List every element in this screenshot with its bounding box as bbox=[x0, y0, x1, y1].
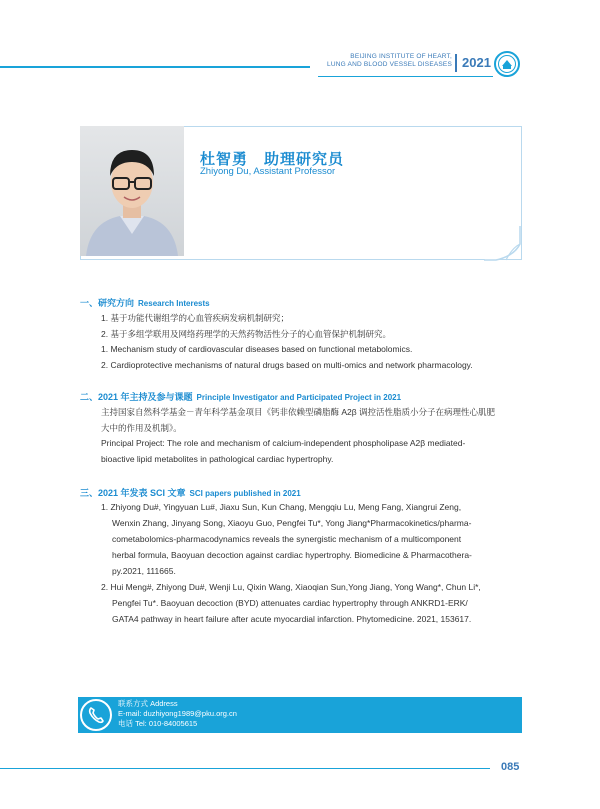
project-en-line: bioactive lipid metabolites in pathological cardiac hypertrophy. bbox=[101, 454, 334, 464]
portrait-photo bbox=[80, 126, 184, 256]
section-heading-cn: 二、2021 年主持及参与课题 bbox=[80, 392, 193, 402]
section-projects-heading bbox=[80, 390, 401, 403]
paper-1-line: 1. Zhiyong Du#, Yingyuan Lu#, Jiaxu Sun, Kun Chang, Mengqiu Lu, Meng Fang, Xiangrui Zeng, bbox=[101, 502, 462, 512]
contact-phone: 电话 Tel: 010-84005615 bbox=[118, 719, 198, 728]
header-rule bbox=[0, 66, 310, 68]
section-heading-en: SCI papers published in 2021 bbox=[189, 489, 301, 498]
phone-icon bbox=[82, 701, 110, 729]
paper-1-line: Wenxin Zhang, Jinyang Song, Xiaoyu Guo, Pengfei Tu*, Yong Jiang*Pharmacokinetics/pharma- bbox=[112, 518, 472, 528]
section-papers-heading bbox=[80, 486, 301, 499]
institute-name bbox=[327, 53, 452, 69]
paper-2-line: 2. Hui Meng#, Zhiyong Du#, Wenji Lu, Qixin Wang, Xiaoqian Sun,Yong Jiang, Yong Wang*, Chun Li*, bbox=[101, 582, 481, 592]
section-heading-en: Principle Investigator and Participated Project in 2021 bbox=[196, 393, 402, 402]
footer-rule bbox=[0, 768, 490, 769]
profile-name-en: Zhiyong Du, Assistant Professor bbox=[200, 166, 336, 177]
project-en-line: Principal Project: The role and mechanism of calcium-independent phospholipase A2β mediated- bbox=[101, 438, 466, 448]
report-year: 2021 bbox=[462, 55, 491, 70]
institute-logo-icon bbox=[494, 51, 520, 77]
research-item: 1. 基于功能代谢组学的心血管疾病发病机制研究； bbox=[101, 313, 289, 323]
institute-line-1: BEIJING INSTITUTE OF HEART, bbox=[350, 53, 452, 60]
project-cn-line: 主持国家自然科学基金－青年科学基金项目《钙非依赖型磷脂酶 A2β 调控活性脂质小分子在病理性心肌肥 bbox=[101, 407, 496, 417]
header-divider bbox=[455, 54, 457, 72]
section-heading-cn: 一、研究方向 bbox=[80, 298, 135, 308]
paper-1-line: py.2021, 111665. bbox=[112, 566, 176, 576]
contact-title: 联系方式 Address bbox=[118, 699, 178, 708]
paper-1-line: cometabolomics-pharmacodynamics reveals the synergistic mechanism of a multicomponent bbox=[112, 534, 462, 544]
contact-info bbox=[118, 699, 237, 729]
page-number: 085 bbox=[501, 761, 520, 773]
header-rule-right bbox=[318, 76, 493, 77]
contact-email[interactable]: E-mail: duzhiyong1989@pku.org.cn bbox=[118, 709, 237, 718]
paper-1-line: herbal formula, Baoyuan decoction against cardiac hypertrophy. Biomedicine & Pharmacothera- bbox=[112, 550, 472, 560]
section-heading-en: Research Interests bbox=[138, 299, 210, 308]
institute-line-2: LUNG AND BLOOD VESSEL DISEASES bbox=[327, 61, 452, 68]
research-item: 1. Mechanism study of cardiovascular diseases based on functional metabolomics. bbox=[101, 344, 413, 354]
profile-name-cn: 杜智勇 助理研究员 bbox=[200, 151, 345, 168]
project-cn-line: 大中的作用及机制》。 bbox=[101, 423, 182, 433]
contact-badge bbox=[80, 699, 112, 731]
research-item: 2. Cardioprotective mechanisms of natural drugs based on multi-omics and network pharmacology. bbox=[101, 360, 473, 370]
section-heading-cn: 三、2021 年发表 SCI 文章 bbox=[80, 488, 186, 498]
research-item: 2. 基于多组学联用及网络药理学的天然药物活性分子的心血管保护机制研究。 bbox=[101, 329, 391, 339]
paper-2-line: Pengfei Tu*. Baoyuan decoction (BYD) attenuates cardiac hypertrophy through ANKRD1-ERK/ bbox=[112, 598, 468, 608]
section-research-heading bbox=[80, 296, 210, 309]
page-curl-decoration bbox=[484, 226, 524, 262]
paper-2-line: GATA4 pathway in heart failure after acute myocardial infarction. Phytomedicine. 2021, 153617. bbox=[112, 614, 472, 624]
